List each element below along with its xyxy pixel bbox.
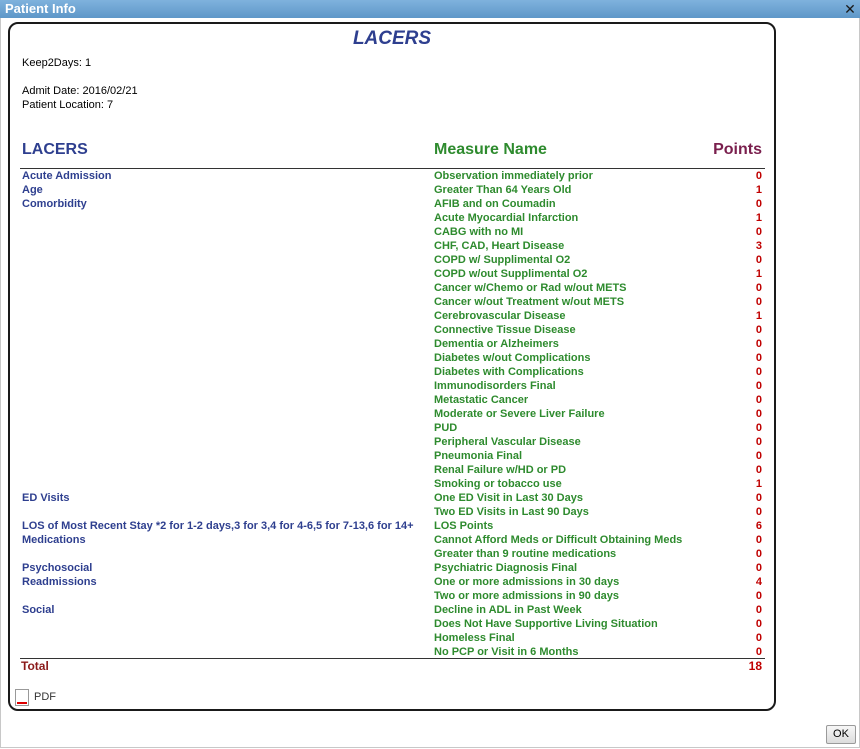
row-points: 0 [755, 590, 762, 602]
row-measure: Pneumonia Final [434, 450, 523, 462]
table-row [0, 281, 784, 295]
row-measure: Two or more admissions in 90 days [434, 590, 620, 602]
row-measure: One ED Visit in Last 30 Days [434, 492, 583, 504]
header-measure: Measure Name [434, 141, 547, 158]
row-points: 1 [755, 212, 762, 224]
table-row [0, 211, 784, 225]
row-points: 0 [755, 492, 762, 504]
pdf-label[interactable]: PDF [34, 691, 56, 703]
row-points: 0 [755, 464, 762, 476]
row-points: 0 [755, 450, 762, 462]
row-points: 0 [755, 604, 762, 616]
row-points: 0 [755, 562, 762, 574]
row-measure: Greater than 9 routine medications [434, 548, 617, 560]
row-points: 0 [755, 534, 762, 546]
table-row [0, 351, 784, 365]
table-row [0, 225, 784, 239]
row-measure: PUD [434, 422, 458, 434]
row-points: 3 [755, 240, 762, 252]
table-row [0, 449, 784, 463]
row-points: 0 [755, 296, 762, 308]
table-row [0, 645, 784, 659]
table-row [0, 295, 784, 309]
row-measure: No PCP or Visit in 6 Months [434, 646, 579, 658]
row-measure: Cancer w/Chemo or Rad w/out METS [434, 282, 627, 294]
admit-date-text: Admit Date: 2016/02/21 [22, 85, 138, 97]
row-points: 0 [755, 380, 762, 392]
row-points: 0 [755, 394, 762, 406]
row-measure: Smoking or tobacco use [434, 478, 562, 490]
table-row [0, 253, 784, 267]
table-row [0, 575, 784, 589]
row-measure: CHF, CAD, Heart Disease [434, 240, 565, 252]
row-category: Social [22, 604, 55, 616]
table-row [0, 435, 784, 449]
table-row [0, 617, 784, 631]
row-points: 0 [755, 324, 762, 336]
row-measure: Acute Myocardial Infarction [434, 212, 579, 224]
row-points: 0 [755, 338, 762, 350]
row-points: 0 [755, 254, 762, 266]
row-category: Psychosocial [22, 562, 93, 574]
report-title: LACERS [352, 28, 432, 49]
row-measure: CABG with no MI [434, 226, 524, 238]
table-row [0, 407, 784, 421]
table-row [0, 491, 784, 505]
table-row [0, 463, 784, 477]
row-points: 1 [755, 184, 762, 196]
row-measure: Cerebrovascular Disease [434, 310, 566, 322]
row-measure: COPD w/out Supplimental O2 [434, 268, 588, 280]
row-measure: Peripheral Vascular Disease [434, 436, 581, 448]
row-points: 0 [755, 632, 762, 644]
row-measure: Renal Failure w/HD or PD [434, 464, 567, 476]
row-points: 0 [755, 170, 762, 182]
row-measure: Decline in ADL in Past Week [434, 604, 582, 616]
row-measure: Homeless Final [434, 632, 515, 644]
table-row [0, 365, 784, 379]
table-row [0, 505, 784, 519]
table-row [0, 393, 784, 407]
row-measure: Dementia or Alzheimers [434, 338, 559, 350]
row-category: Acute Admission [22, 170, 112, 182]
total-label: Total [21, 659, 49, 673]
row-points: 0 [755, 366, 762, 378]
patient-location-text: Patient Location: 7 [22, 99, 114, 111]
row-measure: AFIB and on Coumadin [434, 198, 556, 210]
row-points: 4 [755, 576, 762, 588]
row-points: 1 [755, 310, 762, 322]
row-points: 1 [755, 268, 762, 280]
row-points: 0 [755, 226, 762, 238]
table-row [0, 183, 784, 197]
table-row [0, 169, 784, 183]
row-points: 0 [755, 506, 762, 518]
row-measure: Cannot Afford Meds or Difficult Obtaining Meds [434, 534, 683, 546]
table-row [0, 239, 784, 253]
table-row [0, 519, 784, 533]
table-row [0, 379, 784, 393]
table-row [0, 267, 784, 281]
row-category: Readmissions [22, 576, 97, 588]
table-row [0, 547, 784, 561]
row-measure: LOS Points [434, 520, 494, 532]
row-points: 0 [755, 352, 762, 364]
row-measure: Diabetes w/out Complications [434, 352, 591, 364]
row-measure: Observation immediately prior [434, 170, 593, 182]
row-measure: Greater Than 64 Years Old [434, 184, 572, 196]
row-points: 0 [755, 436, 762, 448]
row-measure: Moderate or Severe Liver Failure [434, 408, 605, 420]
row-measure: Diabetes with Complications [434, 366, 584, 378]
ok-button[interactable]: OK [826, 725, 856, 744]
table-row [0, 533, 784, 547]
total-divider [20, 658, 765, 659]
table-row [0, 323, 784, 337]
row-category: ED Visits [22, 492, 70, 504]
close-icon[interactable]: ✕ [844, 1, 856, 17]
window-title: Patient Info [5, 1, 76, 16]
row-points: 0 [755, 422, 762, 434]
row-points: 0 [755, 646, 762, 658]
table-row [0, 309, 784, 323]
row-points: 0 [755, 198, 762, 210]
row-points: 0 [755, 408, 762, 420]
row-points: 0 [755, 282, 762, 294]
row-category: Age [22, 184, 43, 196]
row-measure: Metastatic Cancer [434, 394, 529, 406]
table-row [0, 603, 784, 617]
title-bar [0, 0, 860, 18]
row-category: Comorbidity [22, 198, 87, 210]
row-points: 0 [755, 618, 762, 630]
pdf-icon[interactable] [15, 689, 29, 706]
row-measure: Does Not Have Supportive Living Situation [434, 618, 658, 630]
table-row [0, 631, 784, 645]
measures-table [0, 169, 784, 659]
row-measure: Two ED Visits in Last 90 Days [434, 506, 589, 518]
table-row [0, 561, 784, 575]
row-measure: Immunodisorders Final [434, 380, 556, 392]
table-row [0, 589, 784, 603]
row-points: 1 [755, 478, 762, 490]
table-row [0, 337, 784, 351]
header-category: LACERS [22, 141, 88, 158]
row-measure: Cancer w/out Treatment w/out METS [434, 296, 625, 308]
table-row [0, 421, 784, 435]
header-points: Points [713, 141, 762, 158]
row-measure: COPD w/ Supplimental O2 [434, 254, 571, 266]
total-value: 18 [748, 659, 762, 673]
row-measure: One or more admissions in 30 days [434, 576, 620, 588]
row-measure: Psychiatric Diagnosis Final [434, 562, 578, 574]
table-row [0, 477, 784, 491]
table-row [0, 197, 784, 211]
row-points: 6 [755, 520, 762, 532]
row-category: Medications [22, 534, 86, 546]
row-points: 0 [755, 548, 762, 560]
row-category: LOS of Most Recent Stay *2 for 1-2 days,3 for 3,4 for 4-6,5 for 7-13,6 for 14+ [22, 520, 414, 532]
row-measure: Connective Tissue Disease [434, 324, 576, 336]
keep2days-text: Keep2Days: 1 [22, 57, 92, 69]
